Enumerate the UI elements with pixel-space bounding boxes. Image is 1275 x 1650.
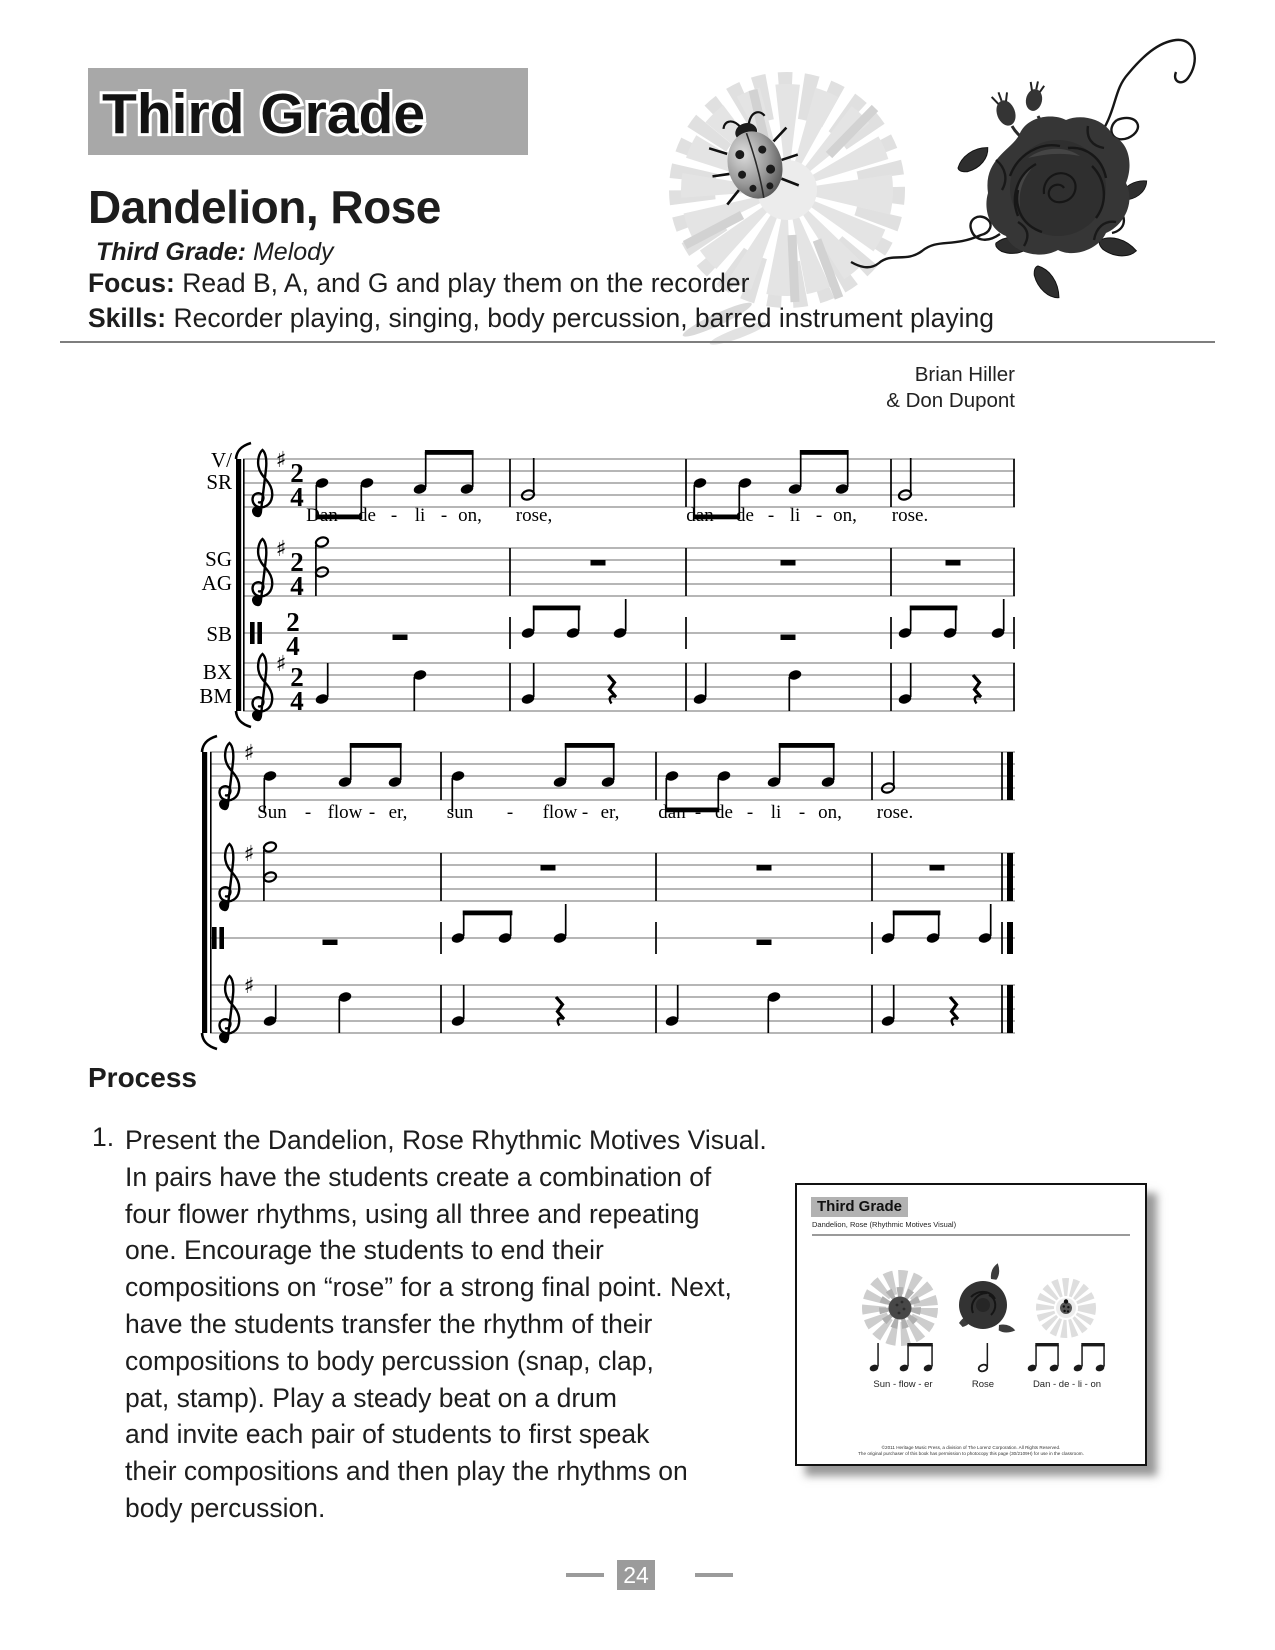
page-number: 24	[623, 1562, 649, 1588]
glockenspiel-staff-notes	[263, 841, 945, 901]
sunflower-illustration	[874, 1282, 926, 1334]
lyric-hyphen: -	[304, 802, 312, 823]
staff-label-bass-xylophone: BX	[202, 660, 232, 684]
bass-percussion-staff-notes	[393, 599, 1006, 640]
rose-mini-illustration	[958, 1262, 1016, 1336]
composer-line-2: & Don Dupont	[886, 389, 1015, 412]
staff-label-voice: V/	[211, 448, 232, 472]
lesson-strand-line	[96, 238, 334, 267]
skills-line	[88, 303, 994, 334]
lyric-hyphen: -	[798, 802, 806, 823]
process-line: body percussion.	[125, 1492, 326, 1523]
lyric-syllable: rose.	[891, 505, 929, 526]
process-item-1	[125, 1122, 775, 1527]
process-line: compositions to body percussion (snap, clap,	[125, 1345, 654, 1376]
lyric-syllable: sun	[446, 802, 474, 823]
staff-label-soprano-glockenspiel: SG	[205, 547, 232, 571]
section-rule	[60, 341, 1215, 343]
card-copyright	[797, 1445, 1145, 1457]
card-copyright-line-1: ©2011 Heritage Music Press, a division of The Lorenz Corporation. All Rights Reserved.	[881, 1445, 1061, 1450]
page-number-dash-right	[695, 1573, 733, 1577]
process-line: In pairs have the students create a combination of	[125, 1161, 712, 1192]
lyric-hyphen: -	[440, 505, 448, 526]
process-line: four flower rhythms, using all three and repeating	[125, 1198, 700, 1229]
lyrics-line-2	[257, 802, 913, 823]
lyric-hyphen: -	[581, 802, 589, 823]
lyric-syllable: rose,	[515, 505, 553, 526]
system-1	[199, 443, 1015, 727]
lyric-syllable: flow	[542, 802, 578, 823]
lyric-hyphen: -	[341, 505, 349, 526]
lyrics-line-1	[306, 505, 928, 526]
lyric-hyphen: -	[368, 802, 376, 823]
page-number-box	[617, 1560, 655, 1590]
rhythm-rose	[978, 1343, 988, 1372]
time-sig-top: 2	[290, 458, 304, 488]
lyric-syllable: de	[736, 505, 754, 526]
lyric-syllable: on,	[458, 505, 482, 526]
system-bracket	[236, 459, 241, 711]
strand-label: Third Grade:	[96, 238, 247, 266]
lyric-hyphen: -	[746, 802, 754, 823]
key-sharp: ♯	[275, 448, 287, 473]
card-artwork	[797, 1235, 1149, 1447]
time-sig-bottom: 4	[290, 482, 304, 512]
page-number-dash-left	[566, 1573, 604, 1577]
lyric-syllable: li	[414, 505, 426, 526]
process-line: one. Encourage the students to end their	[125, 1235, 604, 1266]
lyric-syllable: dan	[658, 802, 686, 823]
process-line: Present the Dandelion, Rose Rhythmic Motives Visual.	[125, 1125, 767, 1155]
glockenspiel-staff-notes	[315, 536, 961, 596]
lyric-syllable: li	[789, 505, 801, 526]
lyric-syllable: flow	[327, 802, 363, 823]
time-sig-top: 2	[290, 662, 304, 692]
lyric-syllable: Sun	[257, 802, 287, 823]
skills-text: Recorder playing, singing, body percussion, barred instrument playing	[173, 303, 994, 333]
lyric-syllable: dan	[686, 505, 714, 526]
lyric-syllable: de	[715, 802, 733, 823]
lyric-hyphen: -	[767, 505, 775, 526]
staff-label-soprano-recorder: SR	[206, 470, 232, 494]
barlines	[510, 459, 1014, 711]
focus-label: Focus:	[88, 268, 175, 298]
lyric-hyphen: -	[390, 505, 398, 526]
key-sharp: ♯	[275, 537, 287, 562]
process-line: have the students transfer the rhythm of their	[125, 1308, 653, 1339]
barlines	[441, 752, 1002, 1033]
composer-line-1: Brian Hiller	[914, 363, 1015, 386]
lyric-syllable: rose.	[876, 802, 914, 823]
card-subtitle: Dandelion, Rose (Rhythmic Motives Visual)	[812, 1220, 957, 1229]
strand-value: Melody	[252, 238, 334, 266]
process-heading: Process	[88, 1062, 197, 1093]
lyric-syllable: er,	[600, 802, 620, 823]
process-line: their compositions and then play the rhythms on	[125, 1456, 688, 1487]
final-barline	[1007, 752, 1013, 1033]
dandelion-mini-illustration	[1045, 1287, 1087, 1329]
lyric-syllable: er,	[388, 802, 408, 823]
process-line: compositions on “rose” for a strong final point. Next,	[125, 1272, 732, 1303]
grade-banner-text: Third Grade	[102, 82, 426, 146]
skills-label: Skills:	[88, 303, 167, 333]
rhythm-label-rose: Rose	[971, 1379, 995, 1390]
card-copyright-line-2: The original purchaser of this book has permission to photocopy this page (30/2109H) for use in the classroom.	[858, 1451, 1084, 1456]
key-sharp: ♯	[243, 842, 255, 867]
staff-label-bass-metallophone: BM	[199, 684, 232, 708]
key-sharp: ♯	[275, 652, 287, 677]
key-sharp: ♯	[243, 974, 255, 999]
time-sig-bottom: 4	[290, 571, 304, 601]
lyric-syllable: li	[770, 802, 782, 823]
process-line: pat, stamp). Play a steady beat on a drum	[125, 1382, 617, 1413]
melody-staff-notes	[315, 450, 913, 519]
rhythm-sunflower	[869, 1343, 933, 1372]
time-sig-top: 2	[290, 547, 304, 577]
lyric-hyphen: -	[719, 505, 727, 526]
lyric-syllable: Dan	[306, 505, 338, 526]
time-sig-bottom: 4	[290, 686, 304, 716]
music-score	[0, 380, 1275, 1080]
process-line: and invite each pair of students to first speak	[125, 1419, 650, 1450]
rhythm-dandelion	[1027, 1343, 1105, 1372]
visual-card	[795, 1183, 1147, 1466]
staff-label-soprano-bass: SB	[206, 622, 232, 646]
staff-label-alto-glockenspiel: AG	[201, 571, 232, 595]
rhythm-label-dandelion: Dan - de - li - on	[1032, 1379, 1102, 1390]
card-grade-banner: Third Grade	[811, 1197, 908, 1217]
page-title: Dandelion, Rose	[88, 181, 441, 233]
time-sig-top: 2	[286, 607, 300, 637]
lyric-syllable: on,	[818, 802, 842, 823]
lyric-syllable: on,	[833, 505, 857, 526]
key-sharp: ♯	[243, 741, 255, 766]
rhythm-label-sunflower: Sun - flow - er	[873, 1379, 933, 1390]
process-item-number: 1.	[92, 1122, 115, 1152]
lyric-hyphen: -	[694, 802, 702, 823]
lyric-hyphen: -	[506, 802, 514, 823]
system-bracket	[202, 752, 207, 1033]
lyric-syllable: de	[358, 505, 376, 526]
lyric-hyphen: -	[815, 505, 823, 526]
system-2	[202, 736, 1015, 1049]
time-sig-bottom: 4	[286, 631, 300, 661]
bass-percussion-staff-notes	[323, 904, 993, 945]
focus-line	[88, 268, 749, 299]
focus-text: Read B, A, and G and play them on the recorder	[182, 268, 750, 298]
